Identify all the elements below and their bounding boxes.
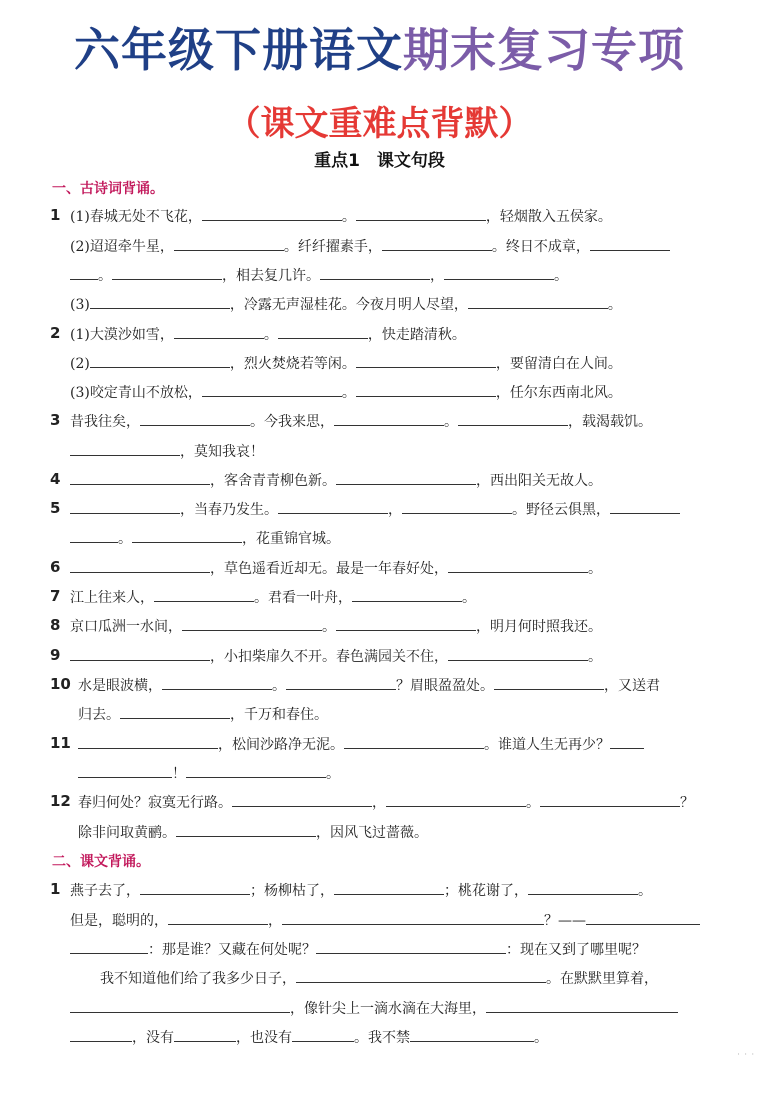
line-text: (2) [70, 356, 90, 372]
question-number: 1 [50, 880, 61, 898]
line-text: 。 [554, 268, 568, 284]
answer-blank[interactable] [386, 792, 526, 807]
exercise-line [70, 236, 670, 257]
line-text: ？—— [544, 913, 586, 929]
answer-blank[interactable] [382, 236, 492, 251]
exercise-line [70, 646, 602, 667]
exercise-line [78, 675, 660, 696]
line-text: ，莫知我哀！ [180, 444, 264, 460]
line-text: 。 [588, 649, 602, 665]
line-text: ，因风飞过蔷薇。 [316, 825, 428, 841]
answer-blank[interactable] [610, 499, 680, 514]
title-part-2: 期末复习专项 [403, 23, 685, 77]
line-text: ，没有 [132, 1030, 174, 1046]
section-title-poetry: 一、古诗词背诵。 [52, 181, 164, 197]
line-text: 。 [322, 619, 336, 635]
answer-blank[interactable] [356, 206, 486, 221]
line-text: 。 [534, 1030, 548, 1046]
line-text: (3)咬定青山不放松， [70, 385, 202, 401]
answer-blank[interactable] [278, 499, 388, 514]
line-text: ，轻烟散入五侯家。 [485, 209, 612, 225]
question-number: 3 [50, 411, 61, 429]
answer-blank[interactable] [528, 880, 638, 895]
answer-blank[interactable] [486, 998, 678, 1013]
answer-blank[interactable] [90, 294, 230, 309]
exercise-line [78, 763, 340, 784]
question-number: 4 [50, 470, 61, 488]
line-text: 。 [272, 678, 286, 694]
line-text: ，要留清白在人间。 [495, 356, 622, 372]
decorative-dots: · · · [737, 1050, 755, 1059]
exercise-line [70, 587, 476, 608]
answer-blank[interactable] [232, 792, 372, 807]
exercise-line [70, 499, 680, 520]
answer-blank[interactable] [458, 411, 568, 426]
answer-blank[interactable] [78, 734, 218, 749]
answer-blank[interactable] [174, 1027, 236, 1042]
question-number: 8 [50, 616, 61, 634]
line-text: (2)迢迢牵牛星， [70, 239, 174, 255]
line-text: 燕子去了， [70, 883, 140, 899]
question-number: 5 [50, 499, 61, 517]
exercise-line [70, 206, 612, 227]
answer-blank[interactable] [336, 470, 476, 485]
line-text: 。野径云俱黑， [512, 502, 610, 518]
exercise-line [78, 704, 328, 725]
line-text: ，快走踏清秋。 [367, 327, 466, 343]
answer-blank[interactable] [70, 998, 290, 1013]
answer-blank[interactable] [448, 558, 588, 573]
line-text: ，相去复几许。 [222, 268, 320, 284]
answer-blank[interactable] [174, 236, 284, 251]
line-text: ，小扣柴扉久不开。春色满园关不住， [210, 649, 448, 665]
exercise-line [70, 939, 646, 960]
line-text: ？ [680, 795, 694, 811]
answer-blank[interactable] [90, 353, 230, 368]
line-text: 。君看一叶舟， [254, 590, 352, 606]
answer-blank[interactable] [168, 910, 268, 925]
answer-blank[interactable] [176, 822, 316, 837]
line-text: ；桃花谢了， [444, 883, 528, 899]
answer-blank[interactable] [78, 763, 172, 778]
line-text: 昔我往矣， [70, 414, 140, 430]
line-text: (1)春城无处不飞花， [70, 209, 202, 225]
answer-blank[interactable] [540, 792, 680, 807]
answer-blank[interactable] [296, 968, 546, 983]
answer-blank[interactable] [112, 265, 222, 280]
answer-blank[interactable] [610, 734, 644, 749]
answer-blank[interactable] [590, 236, 670, 251]
line-text: 但是，聪明的， [70, 913, 168, 929]
answer-blank[interactable] [336, 616, 476, 631]
answer-blank[interactable] [70, 558, 210, 573]
line-text: ，任尔东西南北风。 [495, 385, 622, 401]
question-number: 7 [50, 587, 61, 605]
exercise-line [70, 1027, 548, 1048]
exercise-line [70, 558, 602, 579]
line-text: 。谁道人生无再少？ [484, 737, 610, 753]
answer-blank[interactable] [278, 324, 368, 339]
answer-blank[interactable] [316, 939, 506, 954]
line-text: ，也没有 [236, 1030, 292, 1046]
line-text: ，花重锦官城。 [242, 531, 340, 547]
answer-blank[interactable] [334, 411, 444, 426]
answer-blank[interactable] [140, 880, 250, 895]
answer-blank[interactable] [292, 1027, 354, 1042]
line-text: ，千万和春住。 [230, 707, 328, 723]
line-text: ！ [172, 766, 186, 782]
answer-blank[interactable] [410, 1027, 534, 1042]
exercise-line [70, 470, 602, 491]
exercise-line [70, 441, 264, 462]
line-text: 。 [462, 590, 476, 606]
exercise-line [70, 411, 652, 432]
line-text: 。我不禁 [354, 1030, 410, 1046]
line-text: ，客舍青青柳色新。 [210, 473, 336, 489]
section-title-prose: 二、课文背诵。 [52, 854, 150, 870]
line-text: 我不知道他们给了我多少日子， [100, 971, 296, 987]
line-text: 。纤纤擢素手， [283, 239, 382, 255]
page-title [0, 14, 759, 80]
answer-blank[interactable] [444, 265, 554, 280]
question-number: 6 [50, 558, 61, 576]
answer-blank[interactable] [202, 382, 342, 397]
question-number: 1 [50, 206, 61, 224]
line-text: 。在默默里算着， [546, 971, 658, 987]
answer-blank[interactable] [352, 587, 462, 602]
answer-blank[interactable] [186, 763, 326, 778]
line-text: ，冷露无声湿桂花。今夜月明人尽望， [229, 297, 468, 313]
exercise-line [70, 880, 652, 901]
answer-blank[interactable] [132, 528, 242, 543]
line-text: ，烈火焚烧若等闲。 [229, 356, 356, 372]
exercise-line [70, 353, 622, 374]
exercise-line [70, 910, 700, 931]
answer-blank[interactable] [70, 499, 180, 514]
line-text: 。今我来思， [250, 414, 334, 430]
answer-blank[interactable] [334, 880, 444, 895]
line-text: 。 [526, 795, 540, 811]
answer-blank[interactable] [120, 704, 230, 719]
line-text: 。 [118, 531, 132, 547]
question-number: 2 [50, 324, 61, 342]
line-text: ，松间沙路净无泥。 [218, 737, 344, 753]
line-text: 。 [98, 268, 112, 284]
page-subtitle: （课文重难点背默） [226, 104, 533, 144]
answer-blank[interactable] [586, 910, 700, 925]
line-text: ， [388, 502, 402, 518]
line-text: ；杨柳枯了， [250, 883, 334, 899]
answer-blank[interactable] [344, 734, 484, 749]
answer-blank[interactable] [70, 441, 180, 456]
line-text: ？眉眼盈盈处。 [396, 678, 494, 694]
line-text: 江上往来人， [70, 590, 154, 606]
question-number: 9 [50, 646, 61, 664]
answer-blank[interactable] [162, 675, 272, 690]
line-text: ，草色遥看近却无。最是一年春好处， [210, 561, 448, 577]
question-number: 10 [50, 675, 71, 693]
exercise-line [70, 265, 568, 286]
answer-blank[interactable] [70, 646, 210, 661]
title-part-1: 六年级下册语文 [74, 23, 403, 77]
question-number: 12 [50, 792, 71, 810]
line-text: 归去。 [78, 707, 120, 723]
answer-blank[interactable] [320, 265, 430, 280]
line-text: ，载渴载饥。 [568, 414, 652, 430]
line-text: 。 [341, 209, 356, 225]
line-text: ，当春乃发生。 [180, 502, 278, 518]
line-text: ，西出阳关无故人。 [476, 473, 602, 489]
section-heading: 重点1 课文句段 [314, 151, 445, 171]
exercise-line [70, 998, 678, 1019]
line-text: 。 [263, 327, 278, 343]
line-text: 水是眼波横， [78, 678, 162, 694]
line-text: ，明月何时照我还。 [476, 619, 602, 635]
exercise-line [70, 616, 602, 637]
answer-blank[interactable] [70, 265, 98, 280]
exercise-line [100, 968, 658, 989]
answer-blank[interactable] [468, 294, 608, 309]
line-text: 。 [444, 414, 458, 430]
line-text: ，像针尖上一滴水滴在大海里， [290, 1001, 486, 1017]
line-text: 除非问取黄鹂。 [78, 825, 176, 841]
answer-blank[interactable] [70, 1027, 132, 1042]
exercise-line [70, 324, 466, 345]
exercise-line [70, 294, 622, 315]
answer-blank[interactable] [70, 528, 118, 543]
line-text: 。 [326, 766, 340, 782]
exercise-line [78, 792, 694, 813]
line-text: 。终日不成章， [491, 239, 590, 255]
answer-blank[interactable] [70, 470, 210, 485]
exercise-line [70, 528, 340, 549]
line-text: 。 [588, 561, 602, 577]
line-text: (3) [70, 297, 90, 313]
line-text: ：那是谁？又藏在何处呢？ [148, 942, 316, 958]
answer-blank[interactable] [140, 411, 250, 426]
line-text: ：现在又到了哪里呢？ [506, 942, 646, 958]
answer-blank[interactable] [282, 910, 544, 925]
exercise-line [78, 734, 644, 755]
question-number: 11 [50, 734, 71, 752]
answer-blank[interactable] [494, 675, 604, 690]
line-text: 春归何处？寂寞无行路。 [78, 795, 232, 811]
answer-blank[interactable] [356, 353, 496, 368]
answer-blank[interactable] [202, 206, 342, 221]
answer-blank[interactable] [182, 616, 322, 631]
answer-blank[interactable] [286, 675, 396, 690]
line-text: 。 [638, 883, 652, 899]
line-text: ， [372, 795, 386, 811]
answer-blank[interactable] [356, 382, 496, 397]
line-text: ， [268, 913, 282, 929]
line-text: 。 [341, 385, 356, 401]
answer-blank[interactable] [154, 587, 254, 602]
line-text: ， [430, 268, 444, 284]
answer-blank[interactable] [174, 324, 264, 339]
line-text: (1)大漠沙如雪， [70, 327, 174, 343]
exercise-line [78, 822, 428, 843]
exercise-line [70, 382, 622, 403]
answer-blank[interactable] [448, 646, 588, 661]
answer-blank[interactable] [402, 499, 512, 514]
answer-blank[interactable] [70, 939, 148, 954]
line-text: 。 [607, 297, 622, 313]
line-text: ，又送君 [604, 678, 660, 694]
line-text: 京口瓜洲一水间， [70, 619, 182, 635]
